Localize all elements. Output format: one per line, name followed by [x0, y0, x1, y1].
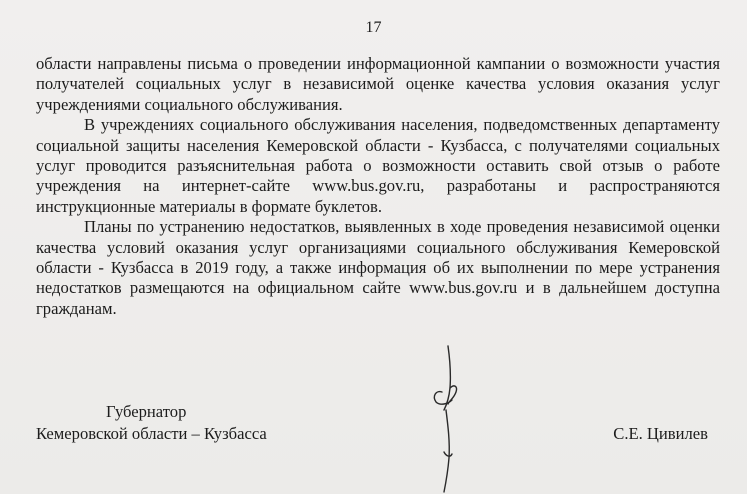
paragraph-plans: Планы по устранению недостатков, выявленных в ходе проведения независимой оценки качества условий оказания услуг организациями социального обслуживания Кемеровской области - Кузбасса в 2019 году, а также информация об их выполнении по мере устранения недостатков размещаются на официальном сайте www.bus.gov.ru и в дальнейшем доступна гражданам. [36, 217, 720, 318]
paragraph-continuation: области направлены письма о проведении информационной кампании о возможности участия получателей социальных услуг в независимой оценке качества условия оказания услуг учреждениями социального обслуживания. [36, 54, 720, 114]
signatory-name: С.Е. Цивилев [613, 424, 708, 443]
signatory-region: Кемеровской области – Кузбасса [36, 424, 267, 443]
signatory-title: Губернатор [106, 402, 187, 421]
page-number: 17 [365, 19, 382, 36]
letter-body [36, 54, 720, 319]
paragraph-feedback: В учреждениях социального обслуживания населения, подведомственных департаменту социальной защиты населения Кемеровской области - Кузбасса, с получателями социальных услуг проводится разъяснительная работа о возможности оставить свой отзыв о работе учреждения на интернет-сайте www.bus.gov.ru, разработаны и распространяются инструкционные материалы в формате буклетов. [36, 115, 720, 216]
handwritten-signature [420, 340, 480, 494]
